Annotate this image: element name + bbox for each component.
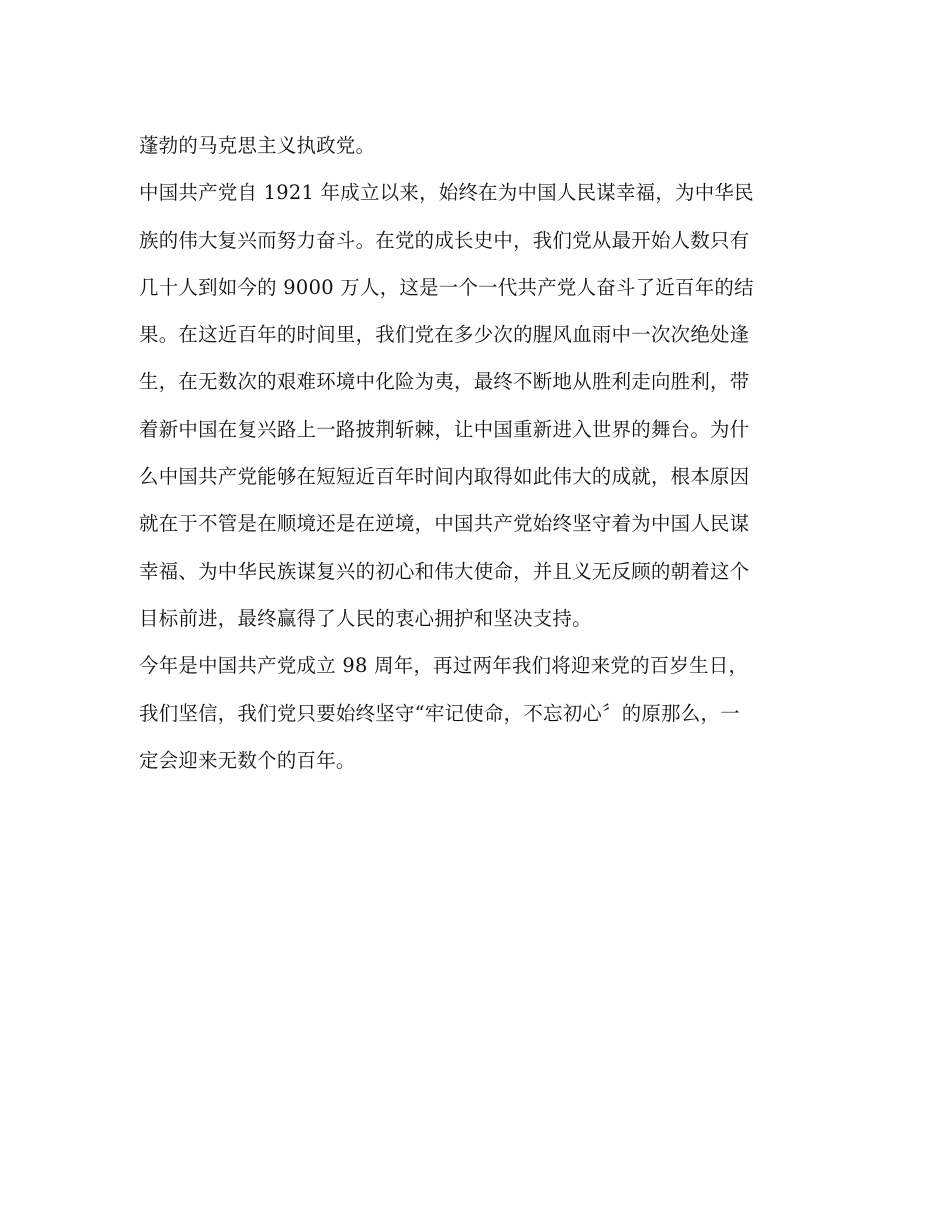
text-line: 幸福、为中华民族谋复兴的初心和伟大使命，并且义无反顾的朝着这个 <box>139 559 750 583</box>
text-line: 生，在无数次的艰难环境中化险为夷，最终不断地从胜利走向胜利，带 <box>139 370 750 394</box>
document-body-text <box>139 122 819 784</box>
text-line: 中国共产党自 1921 年成立以来，始终在为中国人民谋幸福，为中华民 <box>139 181 754 205</box>
text-line: 果。在这近百年的时间里，我们党在多少次的腥风血雨中一次次绝处逢 <box>139 323 750 347</box>
text-line: 着新中国在复兴路上一路披荆斩棘，让中国重新进入世界的舞台。为什 <box>139 417 750 441</box>
text-line: 我们坚信，我们党只要始终坚守“牢记使命，不忘初心〞的原那么，一 <box>139 701 740 725</box>
text-line: 么中国共产党能够在短短近百年时间内取得如此伟大的成就，根本原因 <box>139 465 750 489</box>
text-line: 目标前进，最终赢得了人民的衷心拥护和坚决支持。 <box>139 606 592 630</box>
text-line: 就在于不管是在顺境还是在逆境，中国共产党始终坚守着为中国人民谋 <box>139 512 750 536</box>
text-line: 几十人到如今的 9000 万人，这是一个一代共产党人奋斗了近百年的结 <box>139 275 754 299</box>
text-line: 蓬勃的马克思主义执政党。 <box>139 134 376 157</box>
text-line: 定会迎来无数个的百年。 <box>139 748 356 772</box>
text-line: 今年是中国共产党成立 98 周年，再过两年我们将迎来党的百岁生日， <box>139 654 749 678</box>
text-line: 族的伟大复兴而努力奋斗。在党的成长史中，我们党从最开始人数只有 <box>139 228 750 252</box>
